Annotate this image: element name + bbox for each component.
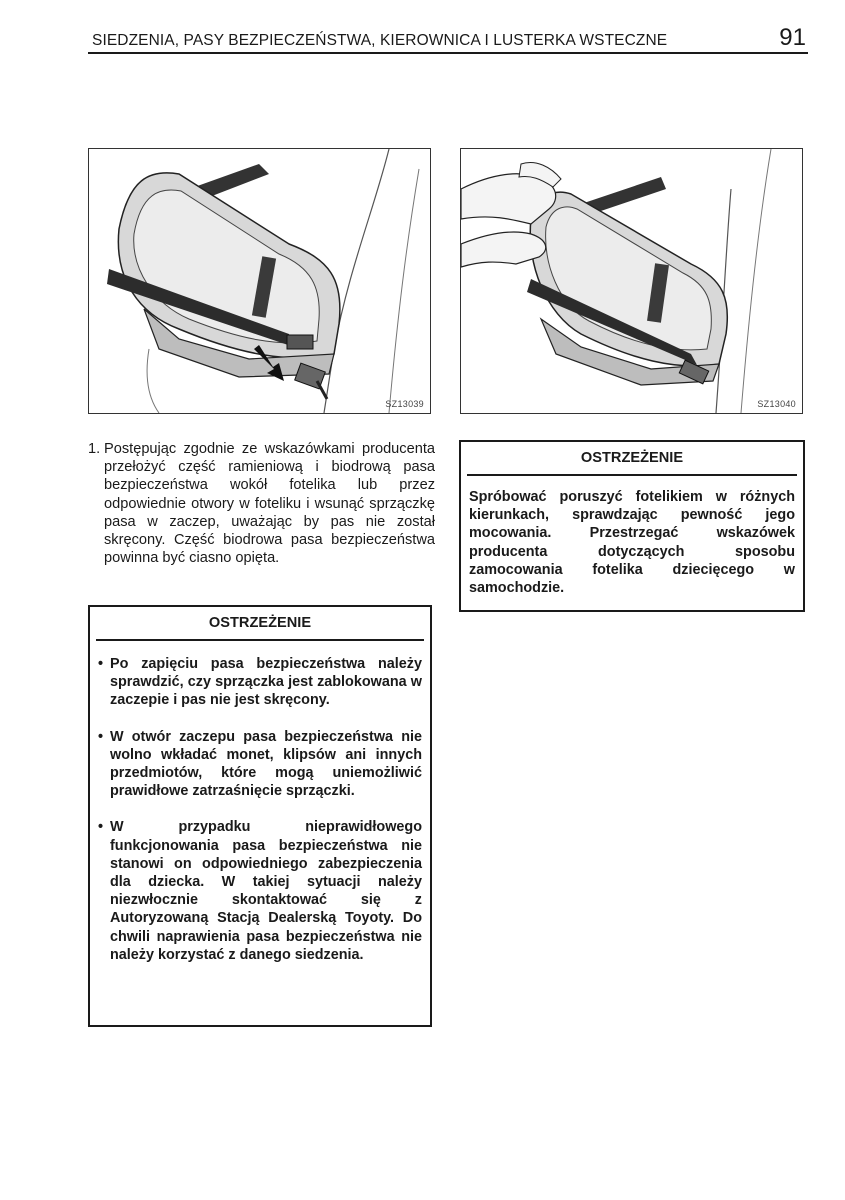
warning-title: OSTRZEŻENIE — [467, 450, 797, 476]
figure-code: SZ13040 — [757, 399, 796, 409]
warning-item — [98, 818, 422, 964]
chapter-title: SIEDZENIA, PASY BEZPIECZEŃSTWA, KIEROWNICA I LUSTERKA WSTECZNE — [92, 32, 668, 49]
warning-box-left — [88, 605, 432, 1027]
warning-list — [98, 655, 422, 982]
seat-check-illustration — [461, 149, 802, 413]
page-number: 91 — [779, 24, 806, 51]
bullet-icon: • — [98, 728, 104, 745]
warning-item-text: W przypadku nieprawidłowego funkcjonowania pasa bezpieczeństwa nie stanowi on odpowiedniego zabezpieczenia dla dziecka. W takiej sytuacji należy niezwłocznie skontaktować się z Autoryzowaną Stacją Dealerską Toyoty. Do chwili naprawienia pasa bezpieczeństwa nie należy korzystać z danego siedzenia. — [110, 819, 422, 963]
step-text: Postępując zgodnie ze wskazówkami producenta przełożyć część ramieniową i biodrową pasa bezpieczeństwa wokół fotelika lub przez odpowiednie otwory w foteliku i wsunąć sprzączkę pasa w zaczep, uważając by pas nie został skręcony. Część biodrowa pasa bezpieczeństwa powinna być ciasno opięta. — [104, 441, 435, 567]
step-number: 1. — [88, 441, 101, 457]
figure-seat-check — [460, 148, 803, 414]
warning-box-right — [459, 440, 805, 612]
bullet-icon: • — [98, 656, 104, 672]
warning-item-text: Po zapięciu pasa bezpieczeństwa należy sprawdzić, czy sprzączka jest zablokowana w zaczepie i pas nie jest skręcony. — [110, 656, 422, 709]
warning-title: OSTRZEŻENIE — [96, 615, 424, 641]
figure-belt-routing — [88, 148, 431, 414]
figure-code: SZ13039 — [385, 399, 424, 409]
warning-item-text: W otwór zaczepu pasa bezpieczeństwa nie wolno wkładać monet, klipsów ani innych przedmiotów, które mogą uniemożliwić prawidłowe zatrzaśnięcie sprzączki. — [110, 728, 422, 800]
child-seat-belt-illustration — [89, 149, 430, 413]
bullet-icon: • — [98, 819, 104, 836]
warning-item — [98, 655, 422, 710]
warning-text: Spróbować poruszyć fotelikiem w różnych kierunkach, sprawdzając pewność jego mocowania. Przestrzegać wskazówek producenta dotyczących sposobu zamocowania fotelika dziecięcego w samochodzie. — [469, 489, 795, 597]
page-header — [88, 24, 808, 54]
warning-item — [98, 728, 422, 801]
